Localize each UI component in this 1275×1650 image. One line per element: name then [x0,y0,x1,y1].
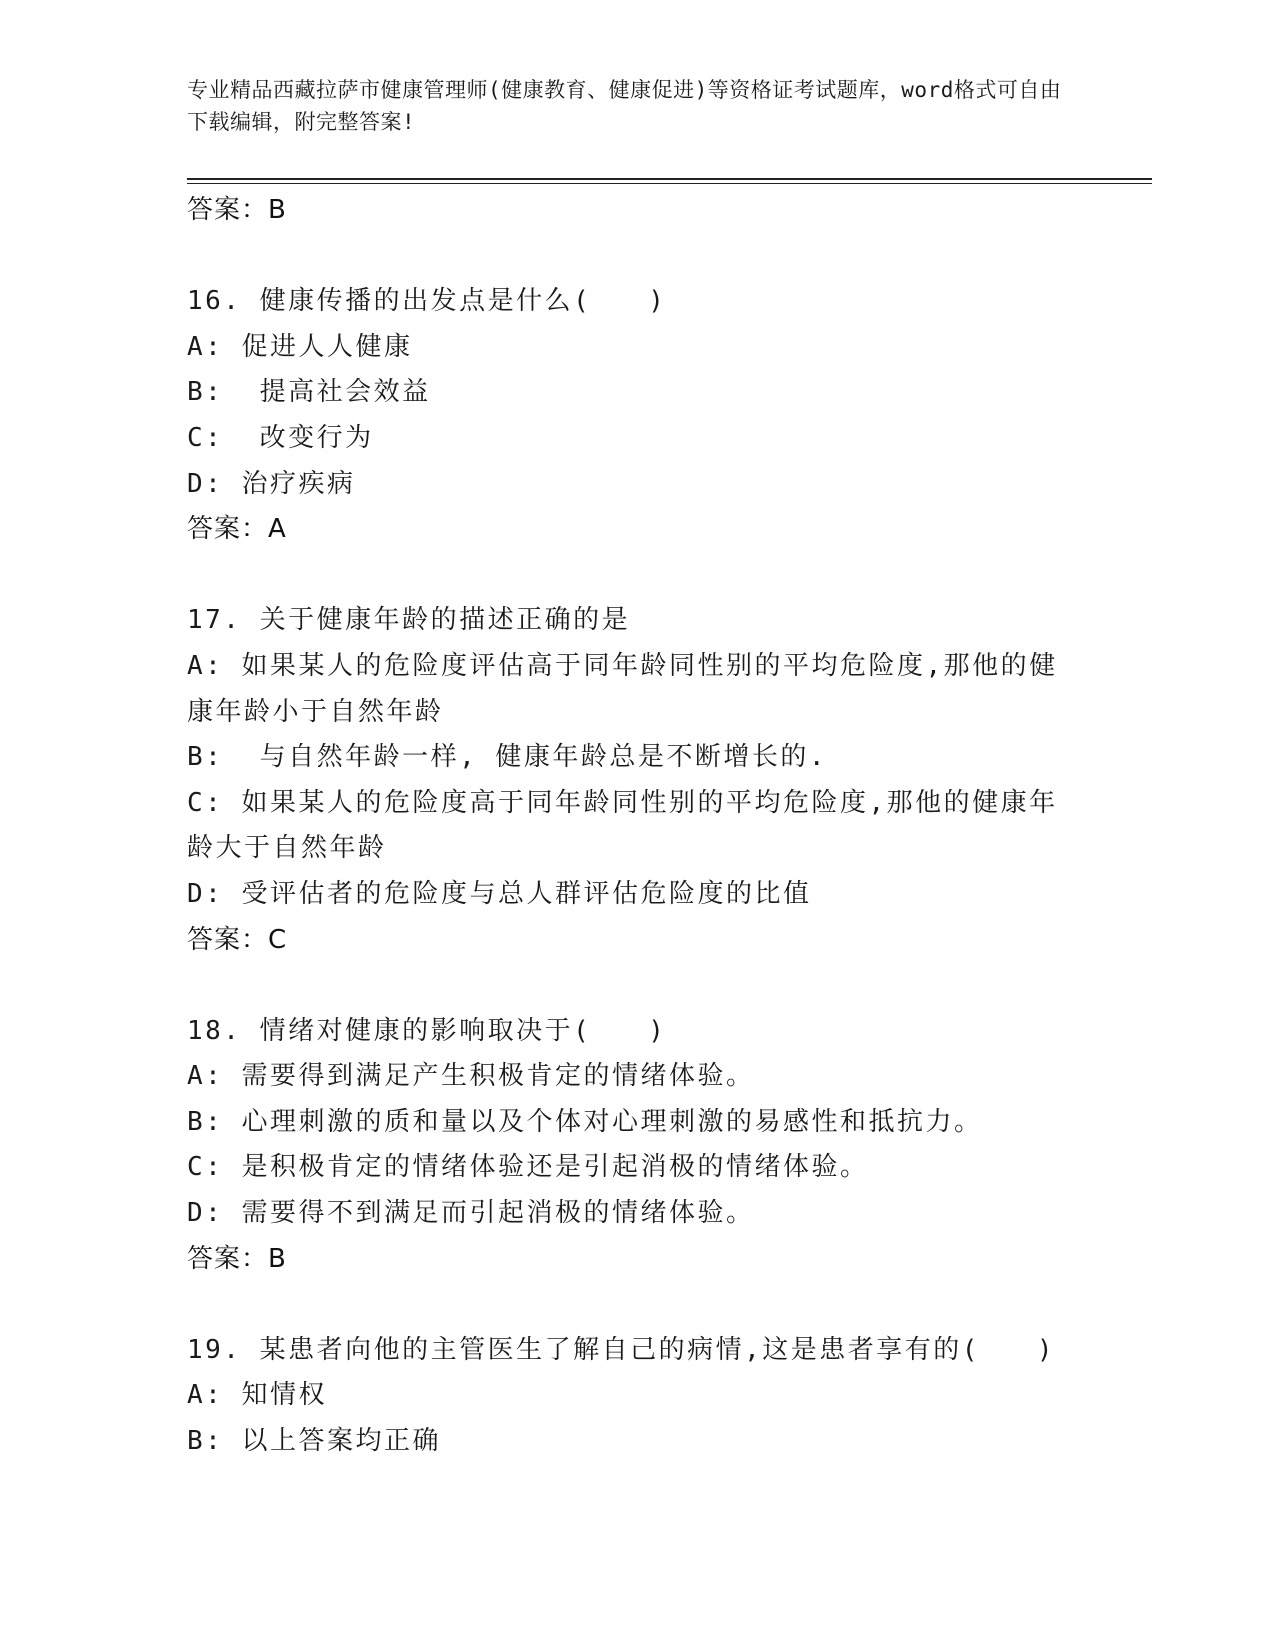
option-d: D: 受评估者的危险度与总人群评估危险度的比值 [187,878,812,909]
header-divider-thin [187,183,1152,184]
header-divider-thick [187,178,1152,180]
option-b: B: 以上答案均正确 [187,1426,441,1457]
spacer [187,553,1067,599]
question-stem: 17. 关于健康年龄的描述正确的是 [187,605,631,636]
question-stem: 18. 情绪对健康的影响取决于( ) [187,1015,667,1046]
option-d: D: 需要得不到满足而引起消极的情绪体验。 [187,1198,755,1229]
option-c: C: 改变行为 [187,422,374,453]
question-block [187,1328,1067,1465]
spacer [187,963,1067,1009]
option-a: A: 知情权 [187,1380,327,1411]
option-a: A: 需要得到满足产生积极肯定的情绪体验。 [187,1061,755,1092]
answer-line: 答案：B [187,1243,287,1274]
answer-line: 答案：A [187,514,287,545]
option-a: A: 促进人人健康 [187,331,413,362]
option-d: D: 治疗疾病 [187,468,356,499]
option-c: C: 如果某人的危险度高于同年龄同性别的平均危险度,那他的健康年龄大于自然年龄 [187,787,1058,864]
page-header: 专业精品西藏拉萨市健康管理师(健康教育、健康促进)等资格证考试题库，word格式可自由下载编辑，附完整答案! [187,78,1062,134]
answer-line: 答案：B [187,195,287,225]
question-block [187,279,1067,553]
spacer [187,1282,1067,1328]
option-b: B: 与自然年龄一样, 健康年龄总是不断增长的. [187,742,828,773]
question-list [187,188,1067,1465]
answer-line: 答案：C [187,924,288,955]
option-b: B: 心理刺激的质和量以及个体对心理刺激的易感性和抵抗力。 [187,1106,983,1137]
spacer [187,234,1067,280]
option-b: B: 提高社会效益 [187,377,431,408]
question-stem: 19. 某患者向他的主管医生了解自己的病情,这是患者享有的( ) [187,1334,1056,1365]
question-block [187,598,1067,963]
option-c: C: 是积极肯定的情绪体验还是引起消极的情绪体验。 [187,1152,869,1183]
option-a: A: 如果某人的危险度评估高于同年龄同性别的平均危险度,那他的健康年龄小于自然年龄 [187,650,1058,727]
question-stem: 16. 健康传播的出发点是什么( ) [187,286,667,317]
question-block [187,1009,1067,1283]
